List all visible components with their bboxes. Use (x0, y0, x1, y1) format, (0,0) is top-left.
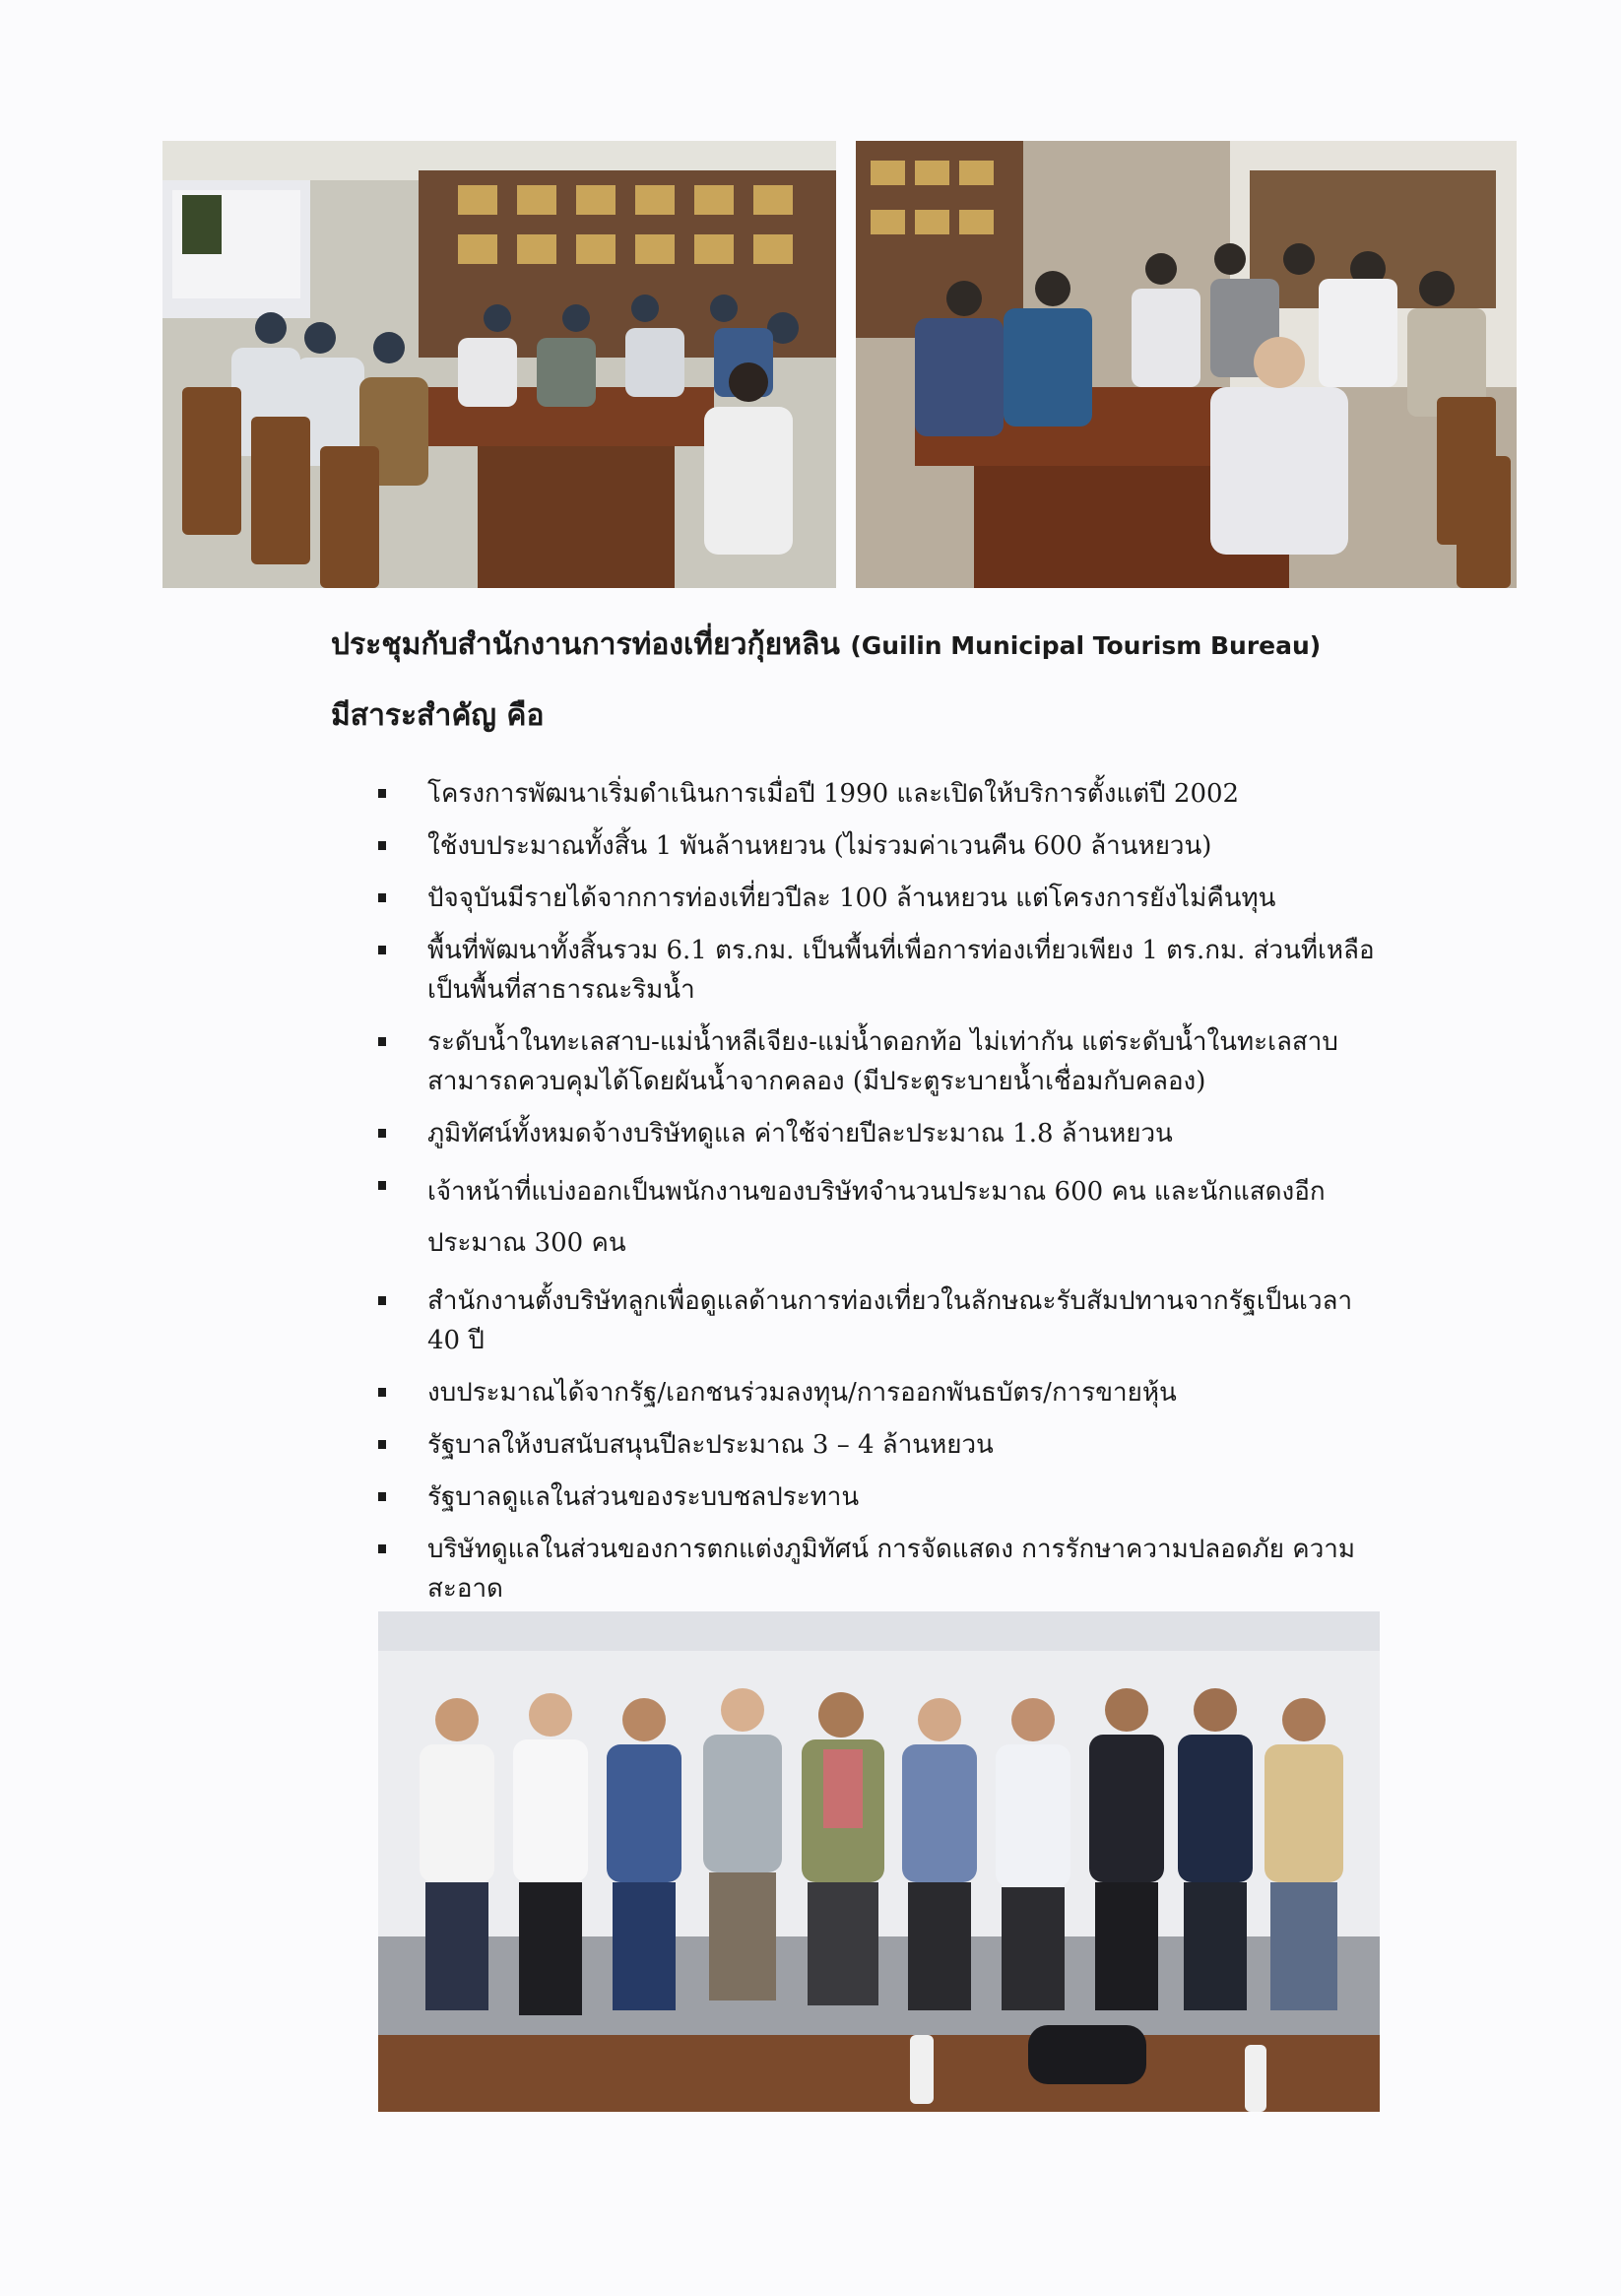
list-item: รัฐบาลให้งบสนับสนุนปีละประมาณ 3 – 4 ล้านหยวน (374, 1425, 1379, 1465)
list-item: ภูมิทัศน์ทั้งหมดจ้างบริษัทดูแล ค่าใช้จ่ายปีละประมาณ 1.8 ล้านหยวน (374, 1114, 1379, 1153)
list-item: ปัจจุบันมีรายได้จากการท่องเที่ยวปีละ 100 ล้านหยวน แต่โครงการยังไม่คืนทุน (374, 879, 1379, 918)
page-title (331, 622, 1321, 668)
summary-list (374, 774, 1379, 1621)
bullet-icon (378, 946, 386, 954)
bullet-icon (378, 841, 386, 850)
list-item: ใช้งบประมาณทั้งสิ้น 1 พันล้านหยวน (ไม่รวมค่าเวนคืน 600 ล้านหยวน) (374, 826, 1379, 866)
list-item: พื้นที่พัฒนาทั้งสิ้นรวม 6.1 ตร.กม. เป็นพื้นที่เพื่อการท่องเที่ยวเพียง 1 ตร.กม. ส่วนที่เหลือเป็นพื้นที่สาธารณะริมน้ำ (374, 931, 1379, 1010)
bullet-icon (378, 1181, 386, 1190)
bullet-icon (378, 789, 386, 798)
meeting-photo-left (162, 141, 836, 588)
bullet-icon (378, 893, 386, 902)
list-item: บริษัทดูแลในส่วนของการตกแต่งภูมิทัศน์ การจัดแสดง การรักษาความปลอดภัย ความสะอาด (374, 1530, 1379, 1608)
list-item: โครงการพัฒนาเริ่มดำเนินการเมื่อปี 1990 และเปิดให้บริการตั้งแต่ปี 2002 (374, 774, 1379, 814)
meeting-photo-right (856, 141, 1517, 588)
list-item: งบประมาณได้จากรัฐ/เอกชนร่วมลงทุน/การออกพันธบัตร/การขายหุ้น (374, 1373, 1379, 1412)
list-item: รัฐบาลดูแลในส่วนของระบบชลประทาน (374, 1477, 1379, 1517)
bullet-icon (378, 1388, 386, 1397)
bullet-icon (378, 1544, 386, 1553)
bullet-icon (378, 1037, 386, 1046)
bullet-icon (378, 1440, 386, 1449)
summary-heading: มีสาระสำคัญ คือ (331, 698, 545, 733)
list-item: ระดับน้ำในทะเลสาบ-แม่น้ำหลีเจียง-แม่น้ำดอกท้อ ไม่เท่ากัน แต่ระดับน้ำในทะเลสาบสามารถควบคุมได้โดยผันน้ำจากคลอง (มีประตูระบายน้ำเชื่อมกับคลอง) (374, 1022, 1379, 1101)
list-item: เจ้าหน้าที่แบ่งออกเป็นพนักงานของบริษัทจำนวนประมาณ 600 คน และนักแสดงอีกประมาณ 300 คน (374, 1166, 1379, 1269)
bullet-icon (378, 1296, 386, 1305)
title-english: (Guilin Municipal Tourism Bureau) (850, 631, 1322, 660)
bullet-icon (378, 1129, 386, 1138)
group-photo (378, 1611, 1380, 2112)
bullet-icon (378, 1492, 386, 1501)
list-item: สำนักงานตั้งบริษัทลูกเพื่อดูแลด้านการท่องเที่ยวในลักษณะรับสัมปทานจากรัฐเป็นเวลา 40 ปี (374, 1281, 1379, 1360)
title-thai: ประชุมกับสำนักงานการท่องเที่ยวกุ้ยหลิน (331, 627, 851, 662)
